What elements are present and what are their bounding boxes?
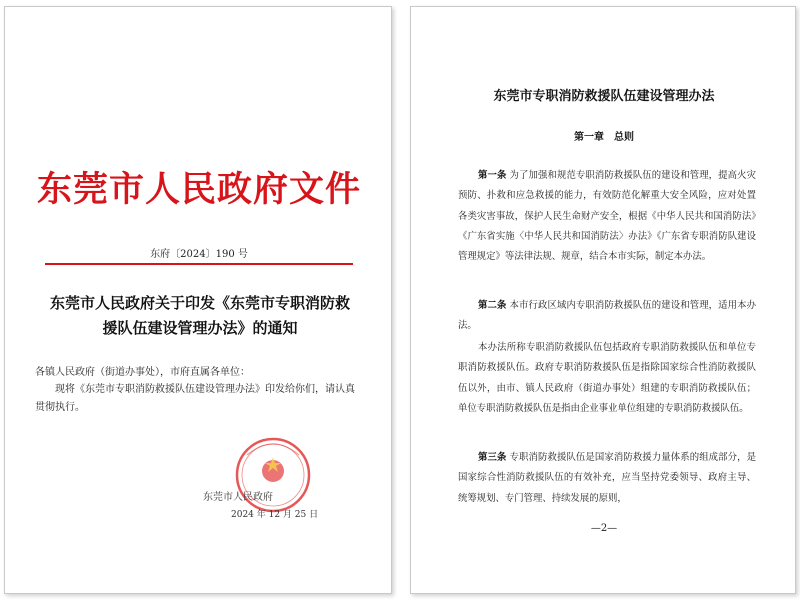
- notice-title-line-2: 援队伍建设管理办法》的通知: [102, 319, 298, 337]
- article-1: [458, 166, 756, 267]
- article-2-paragraph: 本办法所称专职消防救援队伍包括政府专职消防救援队伍和单位专职消防救援队伍。政府专职消防救援队伍是指除国家综合性消防救援队伍以外，由市、镇人民政府（街道办事处）组建的专职消防救援队伍；单位专职消防救援队伍是指由企业事业单位组建的专职消防救援队伍。: [458, 342, 756, 414]
- notice-body: 现将《东莞市专职消防救援队伍建设管理办法》印发给你们，请认真贯彻执行。: [35, 384, 355, 413]
- article-3-text: 专职消防救援队伍是国家消防救援力量体系的组成部分，是国家综合性消防救援队伍的有效补充，应当坚持党委领导、政府主导、统筹规划、专门管理、持续发展的原则，: [458, 452, 756, 504]
- article-2-text: 本市行政区域内专职消防救援队伍的建设和管理，适用本办法。: [458, 300, 756, 332]
- article-2-label: 第二条: [478, 300, 507, 311]
- document-number: 东府〔2024〕190 号: [150, 249, 248, 260]
- article-3: [458, 448, 756, 509]
- article-3-label: 第三条: [478, 452, 507, 463]
- seal-caption: 东莞市人民政府: [203, 492, 273, 503]
- article-1-label: 第一条: [478, 170, 507, 181]
- article-2: [458, 296, 756, 337]
- official-seal-icon: [223, 435, 323, 515]
- regulation-page: [410, 6, 796, 594]
- article-1-text: 为了加强和规范专职消防救援队伍的建设和管理，提高火灾预防、扑救和应急救援的能力，有效防范化解重大安全风险，应对处置各类灾害事故，保护人民生命财产安全，根据《中华人民共和国消防法》《广东省实施〈中华人民共和国消防法〉办法》《广东省专职消防队建设管理规定》等法律法规、规章，结合本市实际，制定本办法。: [458, 170, 756, 263]
- regulation-title: 东莞市专职消防救援队伍建设管理办法: [493, 89, 715, 104]
- page-number: —2—: [590, 523, 618, 534]
- header-divider: [45, 263, 353, 265]
- document-date: 2024 年 12 月 25 日: [231, 510, 319, 520]
- addressee: 各镇人民政府（街道办事处），市府直属各单位：: [35, 367, 250, 378]
- notice-page: [4, 6, 392, 594]
- notice-title: [35, 291, 365, 341]
- document-header: 东莞市人民政府文件: [36, 169, 361, 210]
- chapter-title: 第一章 总则: [574, 132, 634, 143]
- notice-title-line-1: 东莞市人民政府关于印发《东莞市专职消防救: [49, 294, 350, 312]
